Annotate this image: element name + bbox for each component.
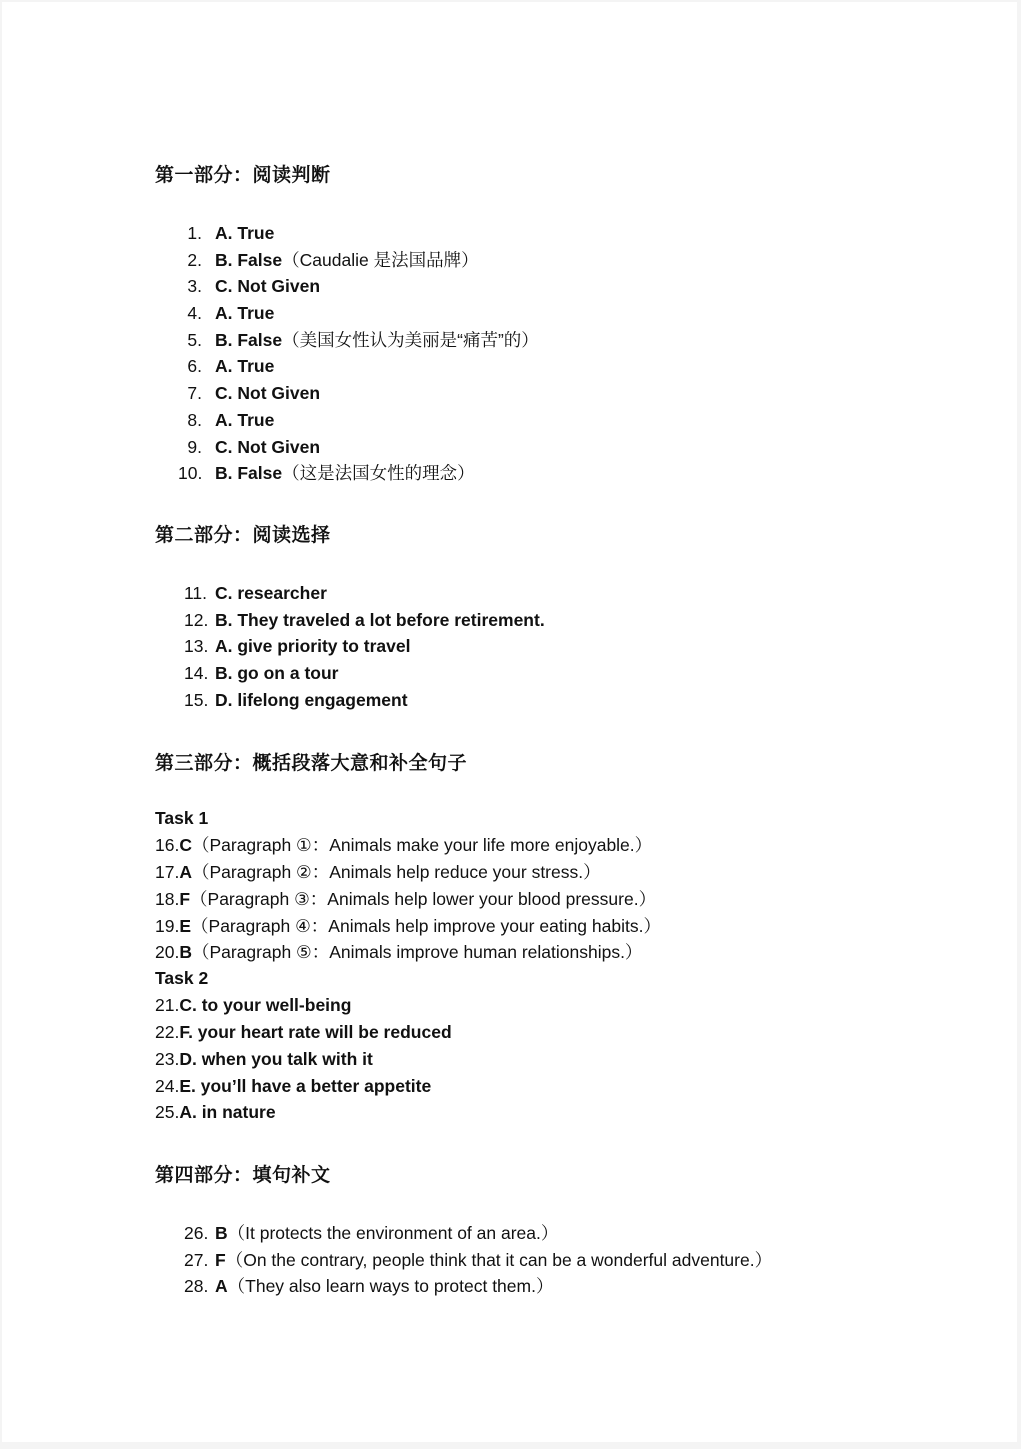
list-item: 16.C（Paragraph ①：Animals make your life more enjoyable.） bbox=[155, 835, 653, 855]
list-item: 18.F（Paragraph ③：Animals help lower your blood pressure.） bbox=[155, 889, 657, 909]
answer: B. False（Caudalie 是法国品牌） bbox=[215, 249, 479, 270]
answer: A. True bbox=[215, 356, 275, 377]
item-number: 6. bbox=[187, 356, 202, 377]
answer: A. give priority to travel bbox=[215, 636, 411, 657]
item-number: 26. bbox=[184, 1223, 209, 1243]
answer: C. Not Given bbox=[215, 436, 321, 457]
answer: C. Not Given bbox=[215, 276, 321, 297]
list-item: 19.E（Paragraph ④：Animals help improve your eating habits.） bbox=[155, 916, 661, 936]
item-number: 27. bbox=[184, 1249, 209, 1270]
answer: F（On the contrary, people think that it can be a wonderful adventure.） bbox=[215, 1249, 773, 1270]
item-number: 11. bbox=[184, 583, 208, 603]
item-number: 7. bbox=[187, 383, 202, 404]
task1-label: Task 1 bbox=[155, 808, 209, 828]
answer: C. researcher bbox=[215, 583, 327, 603]
item-number: 3. bbox=[187, 276, 202, 297]
answer: B. False（美国女性认为美丽是“痛苦”的） bbox=[215, 329, 539, 350]
part1-title: 第一部分：阅读判断 bbox=[155, 164, 331, 186]
answer: B. go on a tour bbox=[215, 663, 339, 684]
item-number: 10. bbox=[178, 463, 203, 484]
part4-title: 第四部分：填句补文 bbox=[155, 1164, 331, 1186]
task2-label: Task 2 bbox=[155, 968, 209, 988]
answer: A. True bbox=[215, 303, 275, 324]
answer: B（It protects the environment of an area.） bbox=[215, 1223, 559, 1243]
item-number: 14. bbox=[184, 663, 209, 684]
item-number: 13. bbox=[184, 636, 209, 657]
answer: A（They also learn ways to protect them.） bbox=[215, 1276, 554, 1297]
answer: A. True bbox=[215, 409, 275, 430]
item-number: 15. bbox=[184, 689, 209, 710]
item-number: 5. bbox=[187, 329, 202, 350]
answer: B. They traveled a lot before retirement. bbox=[215, 609, 545, 630]
list-item: 21.C. to your well-being bbox=[155, 995, 352, 1015]
list-item: 23.D. when you talk with it bbox=[155, 1049, 373, 1069]
item-number: 1. bbox=[187, 223, 202, 243]
list-item: 22.F. your heart rate will be reduced bbox=[155, 1022, 452, 1042]
answer: D. lifelong engagement bbox=[215, 689, 408, 710]
item-number: 28. bbox=[184, 1276, 209, 1297]
answer: A. True bbox=[215, 223, 275, 243]
list-item: 20.B（Paragraph ⑤：Animals improve human relationships.） bbox=[155, 942, 643, 962]
list-item: 25.A. in nature bbox=[155, 1102, 276, 1122]
list-item: 17.A（Paragraph ②：Animals help reduce your stress.） bbox=[155, 862, 601, 882]
item-number: 4. bbox=[187, 303, 202, 324]
item-number: 9. bbox=[187, 436, 202, 457]
part3-title: 第三部分：概括段落大意和补全句子 bbox=[155, 752, 468, 774]
part2-title: 第二部分：阅读选择 bbox=[155, 524, 331, 546]
answer: C. Not Given bbox=[215, 383, 321, 404]
item-number: 2. bbox=[187, 249, 202, 270]
item-number: 8. bbox=[187, 409, 202, 430]
answer-key-page bbox=[2, 2, 1017, 1442]
list-item: 24.E. you’ll have a better appetite bbox=[155, 1076, 432, 1096]
item-number: 12. bbox=[184, 609, 209, 630]
answer: B. False（这是法国女性的理念） bbox=[215, 463, 475, 484]
